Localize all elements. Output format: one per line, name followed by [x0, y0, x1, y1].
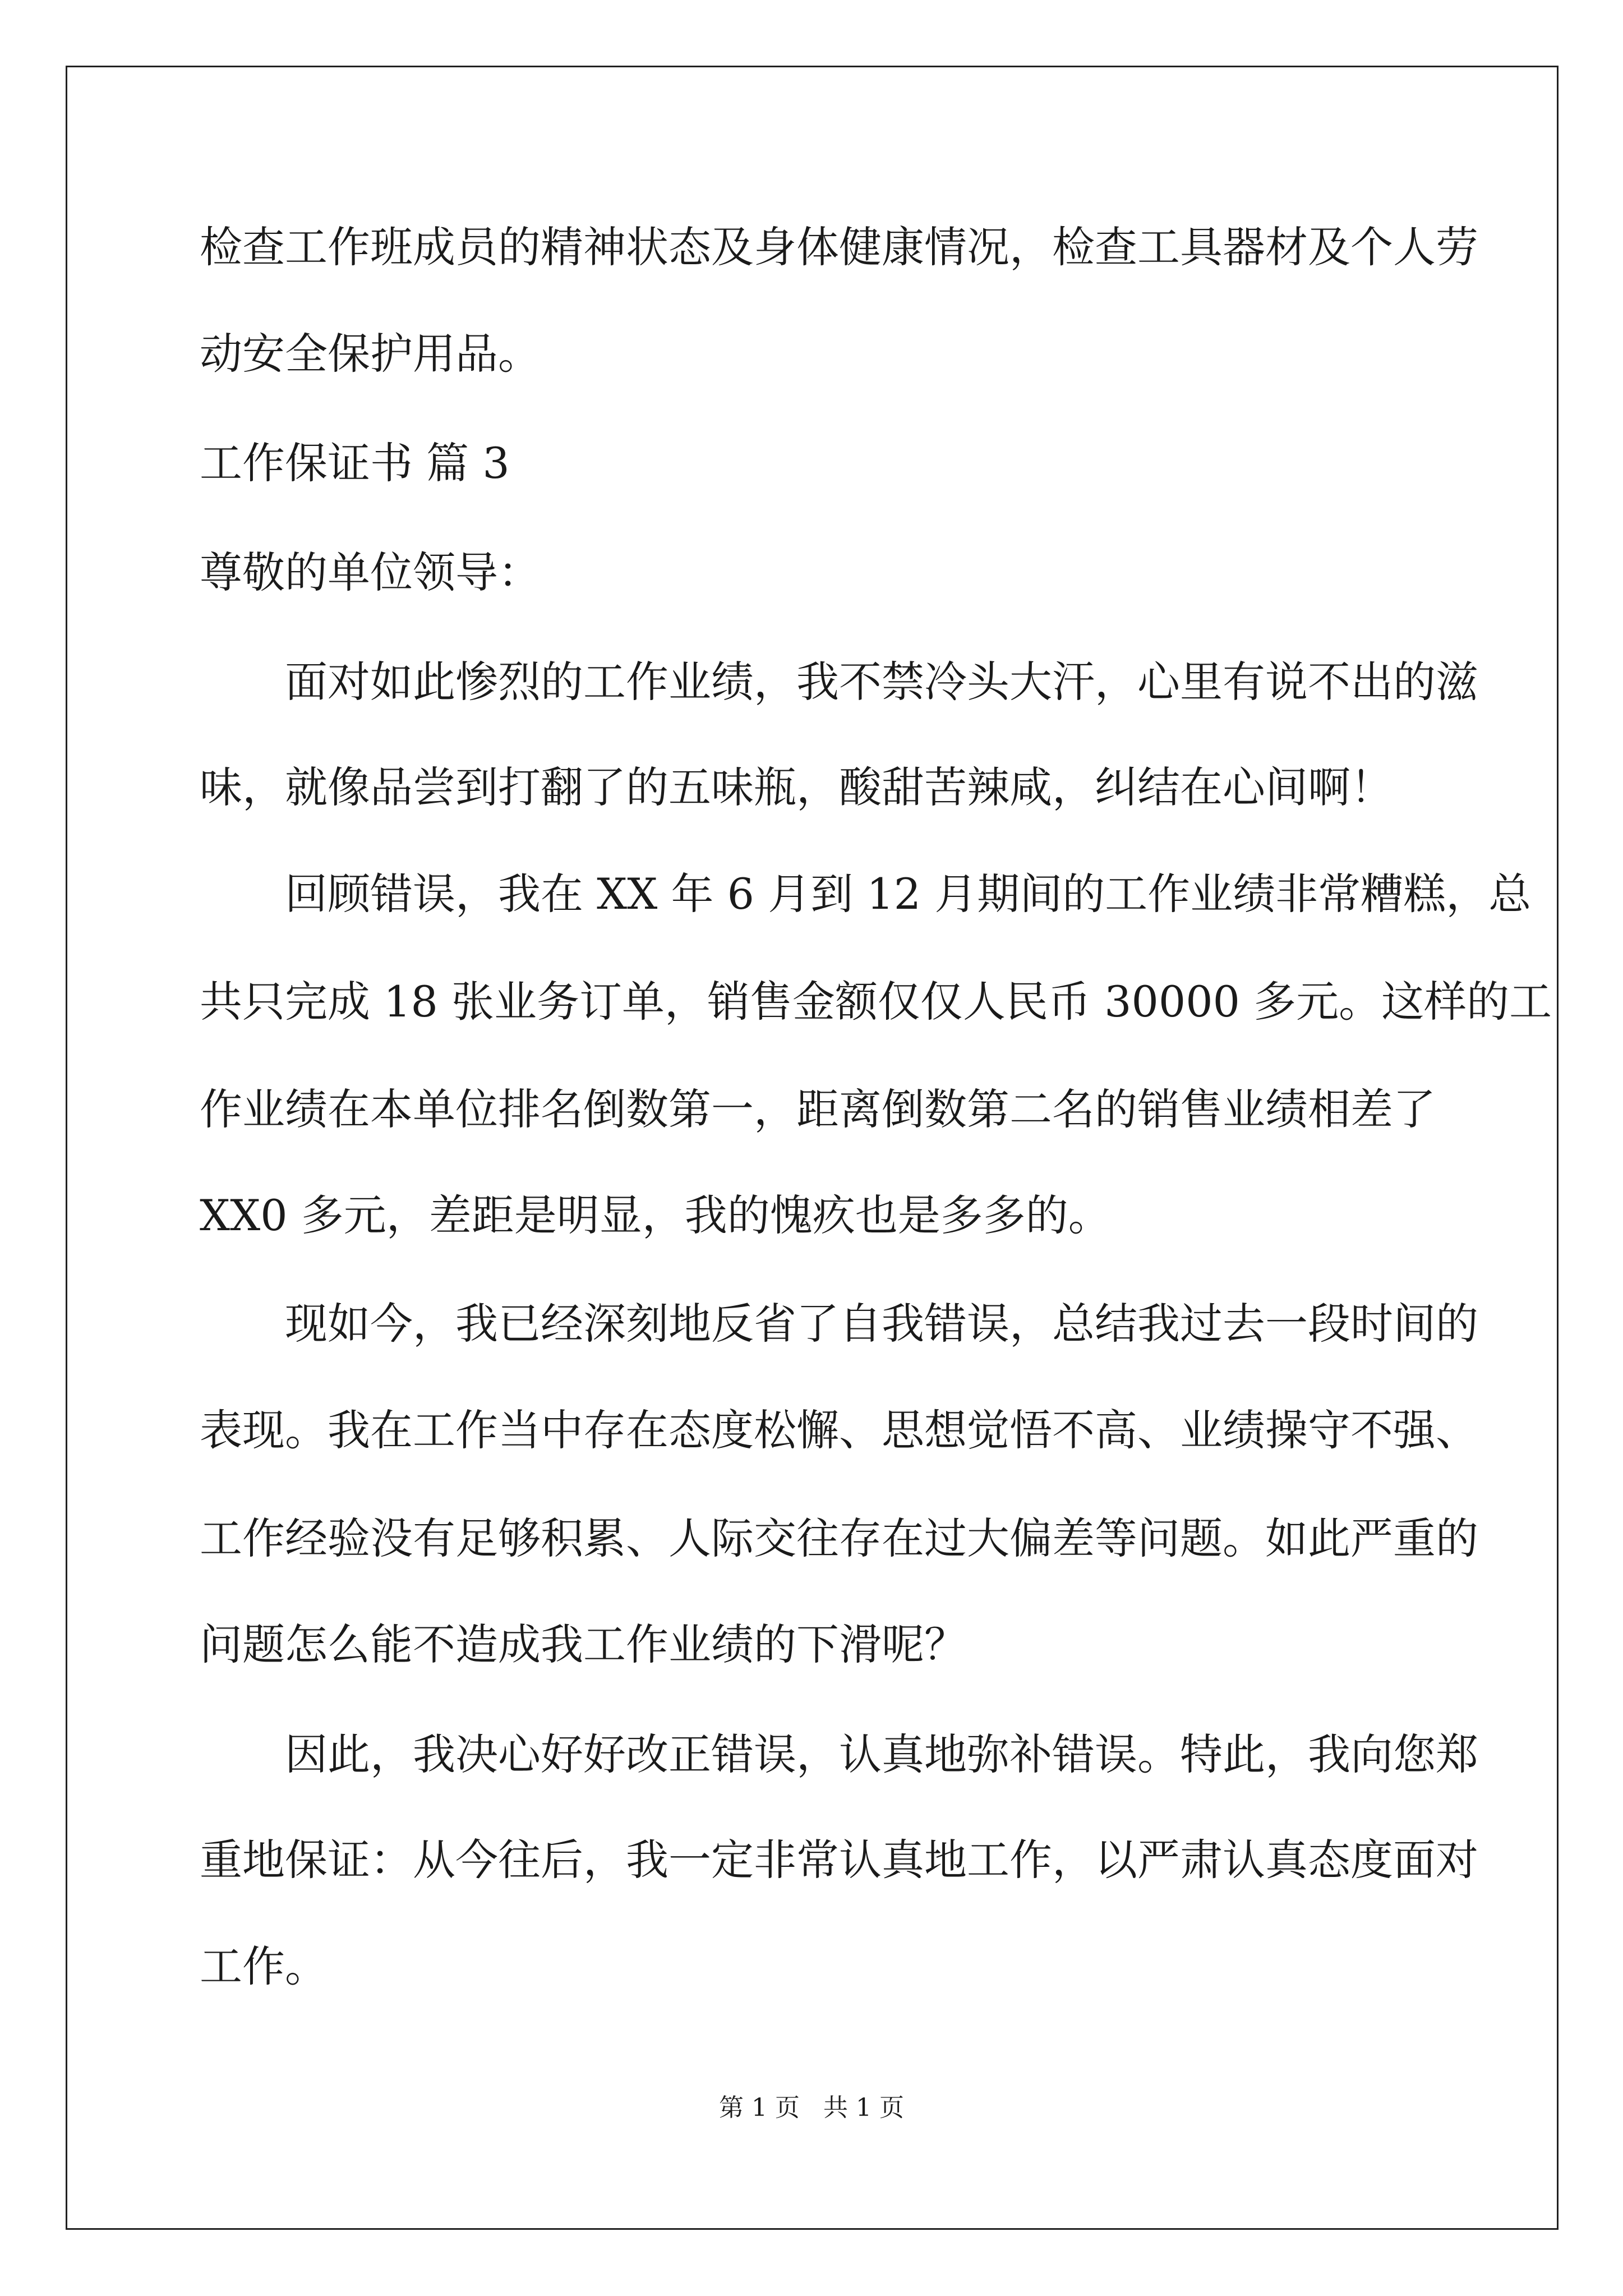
text-line: 共只完成 18 张业务订单，销售金额仅仅人民币 30000 多元。这样的工 [200, 977, 1552, 1027]
text-line: 问题怎么能不造成我工作业绩的下滑呢？ [200, 1619, 967, 1669]
text-line: 现如今，我已经深刻地反省了自我错误，总结我过去一段时间的 [285, 1299, 1478, 1349]
text-line: 工作经验没有足够积累、人际交往存在过大偏差等问题。如此严重的 [200, 1513, 1478, 1563]
section-heading: 工作保证书 篇 3 [200, 438, 510, 488]
text-line: 面对如此惨烈的工作业绩，我不禁冷头大汗，心里有说不出的滋 [285, 657, 1478, 707]
page-border [66, 66, 1559, 2230]
text-line: 表现。我在工作当中存在态度松懈、思想觉悟不高、业绩操守不强、 [200, 1405, 1478, 1455]
text-line: 重地保证：从今往后，我一定非常认真地工作，以严肃认真态度面对 [200, 1835, 1478, 1885]
text-line: 味，就像品尝到打翻了的五味瓶，酸甜苦辣咸，纠结在心间啊！ [200, 762, 1393, 812]
text-line: 回顾错误，我在 XX 年 6 月到 12 月期间的工作业绩非常糟糕，总 [285, 869, 1532, 919]
text-line: 检查工作班成员的精神状态及身体健康情况，检查工具器材及个人劳 [200, 222, 1478, 272]
text-line: 动安全保护用品。 [200, 329, 541, 379]
text-line: XX0 多元，差距是明显，我的愧疚也是多多的。 [200, 1190, 1111, 1240]
text-line: 工作。 [200, 1941, 328, 1991]
salutation: 尊敬的单位领导： [200, 547, 541, 597]
text-line: 作业绩在本单位排名倒数第一，距离倒数第二名的销售业绩相差了 [200, 1084, 1436, 1134]
page-number-footer: 第 1 页 共 1 页 [719, 2093, 904, 2122]
text-line: 因此，我决心好好改正错误，认真地弥补错误。特此，我向您郑 [285, 1729, 1478, 1779]
